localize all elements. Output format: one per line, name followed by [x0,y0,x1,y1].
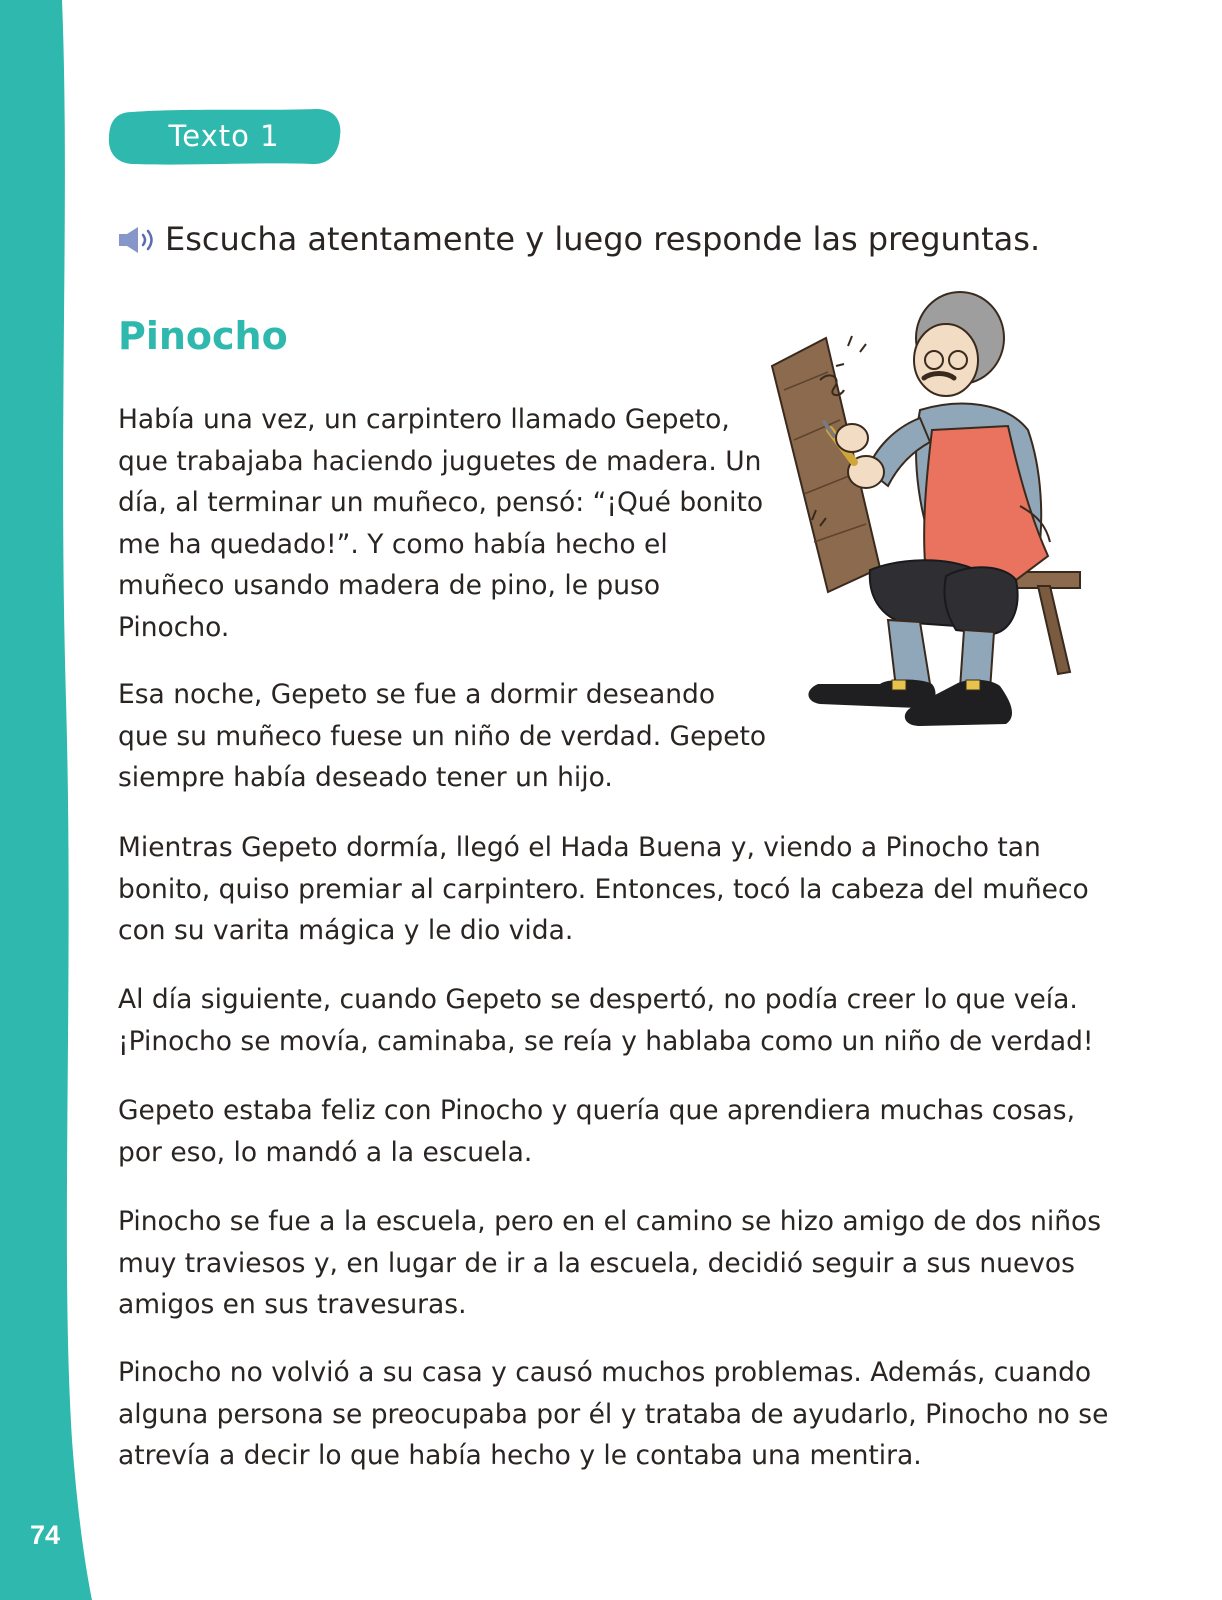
story-paragraph: Pinocho no volvió a su casa y causó muchos problemas. Además, cuando alguna persona se preocupaba por él y trataba de ayudarlo, Pinocho no se atrevía a decir lo que había hecho y le contaba una mentira. [118,1357,1109,1471]
text-number-label: Texto 1 [168,119,280,153]
story-paragraph: Pinocho se fue a la escuela, pero en el camino se hizo amigo de dos niños muy traviesos y, en lugar de ir a la escuela, decidió seguir a sus nuevos amigos en sus travesuras. [118,1206,1102,1320]
story-paragraph: Esa noche, Gepeto se fue a dormir deseando que su muñeco fuese un niño de verdad. Gepeto siempre había deseado tener un hijo. [118,679,767,793]
listening-instruction [118,214,1118,264]
story-paragraph: Al día siguiente, cuando Gepeto se despertó, no podía creer lo que veía. ¡Pinocho se movía, caminaba, se reía y hablaba como un niño de verdad! [118,984,1094,1057]
instruction-text: Escucha atentamente y luego responde las preguntas. [165,220,1041,258]
gepetto-carving-wood-illustration [770,280,1090,755]
story-title: Pinocho [118,314,288,358]
text-number-badge [106,108,342,166]
side-color-band [0,0,100,1600]
story-paragraph: Gepeto estaba feliz con Pinocho y quería que aprendiera muchas cosas, por eso, lo mandó a la escuela. [118,1095,1075,1168]
story-paragraph: Mientras Gepeto dormía, llegó el Hada Buena y, viendo a Pinocho tan bonito, quiso premiar al carpintero. Entonces, tocó la cabeza del muñeco con su varita mágica y le dio vida. [118,832,1089,946]
story-paragraph: Había una vez, un carpintero llamado Gepeto, que trabajaba haciendo juguetes de madera. Un día, al terminar un muñeco, pensó: “¡Qué bonito me ha quedado!”. Y como había hecho el muñeco usando madera de pino, le puso Pinocho. [118,404,764,643]
page-number: 74 [30,1520,61,1550]
speaker-icon[interactable] [118,226,156,254]
